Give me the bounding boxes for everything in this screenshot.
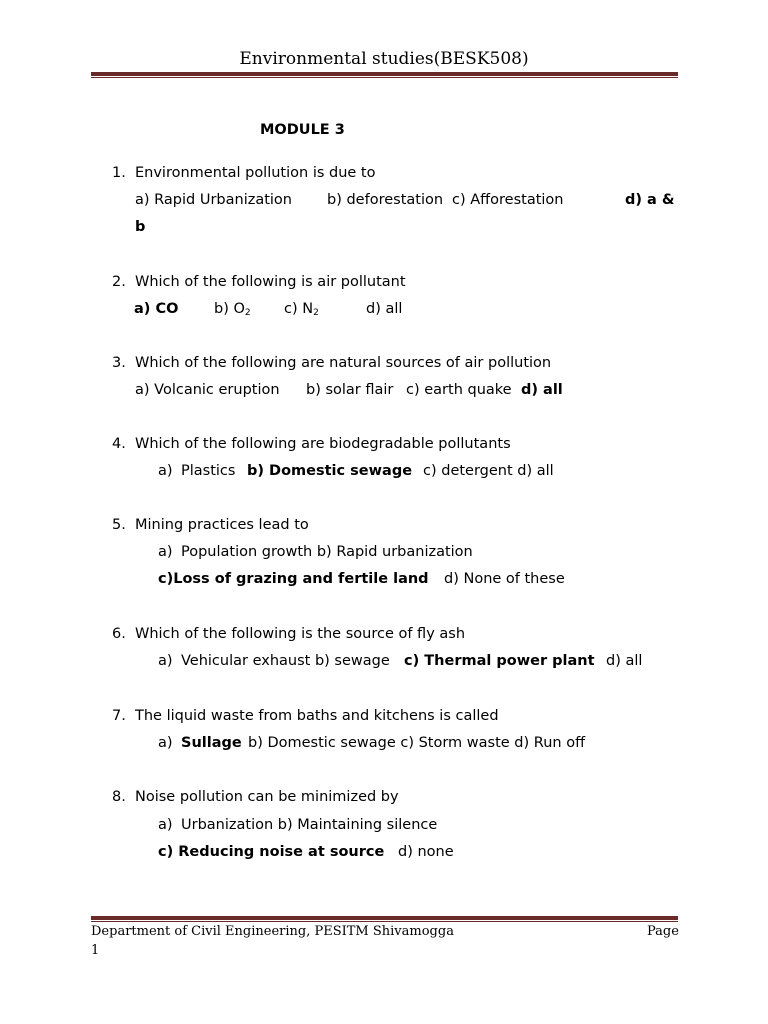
option-a-letter: a) (158, 653, 173, 669)
option-c-answer: c)Loss of grazing and fertile land (158, 571, 429, 587)
question-text: The liquid waste from baths and kitchens is called (135, 708, 499, 724)
question-number: 7. (112, 708, 126, 724)
question-text: Which of the following are biodegradable pollutants (135, 436, 511, 452)
option-d-answer-cont: b (135, 219, 146, 235)
option-d-answer: d) a & (625, 192, 675, 208)
option-a: a) Rapid Urbanization (135, 192, 292, 208)
footer-page-label: Page (647, 924, 679, 939)
question-number: 4. (112, 436, 126, 452)
option-d: d) all (606, 653, 643, 669)
option-a-b: Population growth b) Rapid urbanization (181, 544, 473, 560)
question-text: Mining practices lead to (135, 517, 309, 533)
option-a-letter: a) (158, 735, 173, 751)
question-number: 3. (112, 355, 126, 371)
question-number: 6. (112, 626, 126, 642)
question-number: 1. (112, 165, 126, 181)
option-d: d) none (398, 844, 454, 860)
option-a: Plastics (181, 463, 236, 479)
option-b-answer: b) Domestic sewage (247, 463, 413, 479)
option-rest: c) detergent d) all (423, 463, 554, 479)
footer-page-number: 1 (91, 943, 100, 958)
option-b: b) solar flair (306, 382, 394, 398)
question-number: 2. (112, 274, 126, 290)
option-a-letter: a) (158, 463, 173, 479)
option-c-answer: c) Thermal power plant (404, 653, 595, 669)
option-c: c) $N_2$ (284, 301, 319, 318)
option-a-b: Vehicular exhaust b) sewage (181, 653, 390, 669)
question-text: Which of the following is the source of fly ash (135, 626, 466, 642)
option-c: c) earth quake (406, 382, 512, 398)
option-rest: b) Domestic sewage c) Storm waste d) Run off (248, 735, 586, 751)
option-b: b) deforestation (327, 192, 444, 208)
page-header-title: Environmental studies(BESK508) (239, 49, 529, 69)
option-c-answer: c) Reducing noise at source (158, 844, 385, 860)
option-c: c) Afforestation (452, 192, 564, 208)
question-text: Environmental pollution is due to (135, 165, 376, 181)
option-d: d) all (366, 301, 403, 317)
option-a-letter: a) (158, 817, 173, 833)
module-title: MODULE 3 (260, 122, 345, 138)
question-text: Which of the following is air pollutant (135, 274, 406, 290)
footer-department: Department of Civil Engineering, PESITM Shivamogga (91, 924, 454, 939)
option-a-b: Urbanization b) Maintaining silence (181, 817, 438, 833)
footer-rule-thin (91, 921, 678, 922)
header-rule-thin (91, 77, 678, 78)
option-a-answer: a) CO (134, 301, 179, 317)
question-number: 8. (112, 789, 126, 805)
option-a-letter: a) (158, 544, 173, 560)
option-a-answer: Sullage (181, 735, 242, 751)
option-d: d) None of these (444, 571, 565, 587)
header-rule-thick (91, 72, 678, 76)
footer-rule-thick (91, 916, 678, 920)
option-b: b) $O_2$ (214, 301, 251, 318)
option-a: a) Volcanic eruption (135, 382, 280, 398)
option-d-answer: d) all (521, 382, 563, 398)
question-number: 5. (112, 517, 126, 533)
question-text: Which of the following are natural sources of air pollution (135, 355, 552, 371)
question-text: Noise pollution can be minimized by (135, 789, 399, 805)
